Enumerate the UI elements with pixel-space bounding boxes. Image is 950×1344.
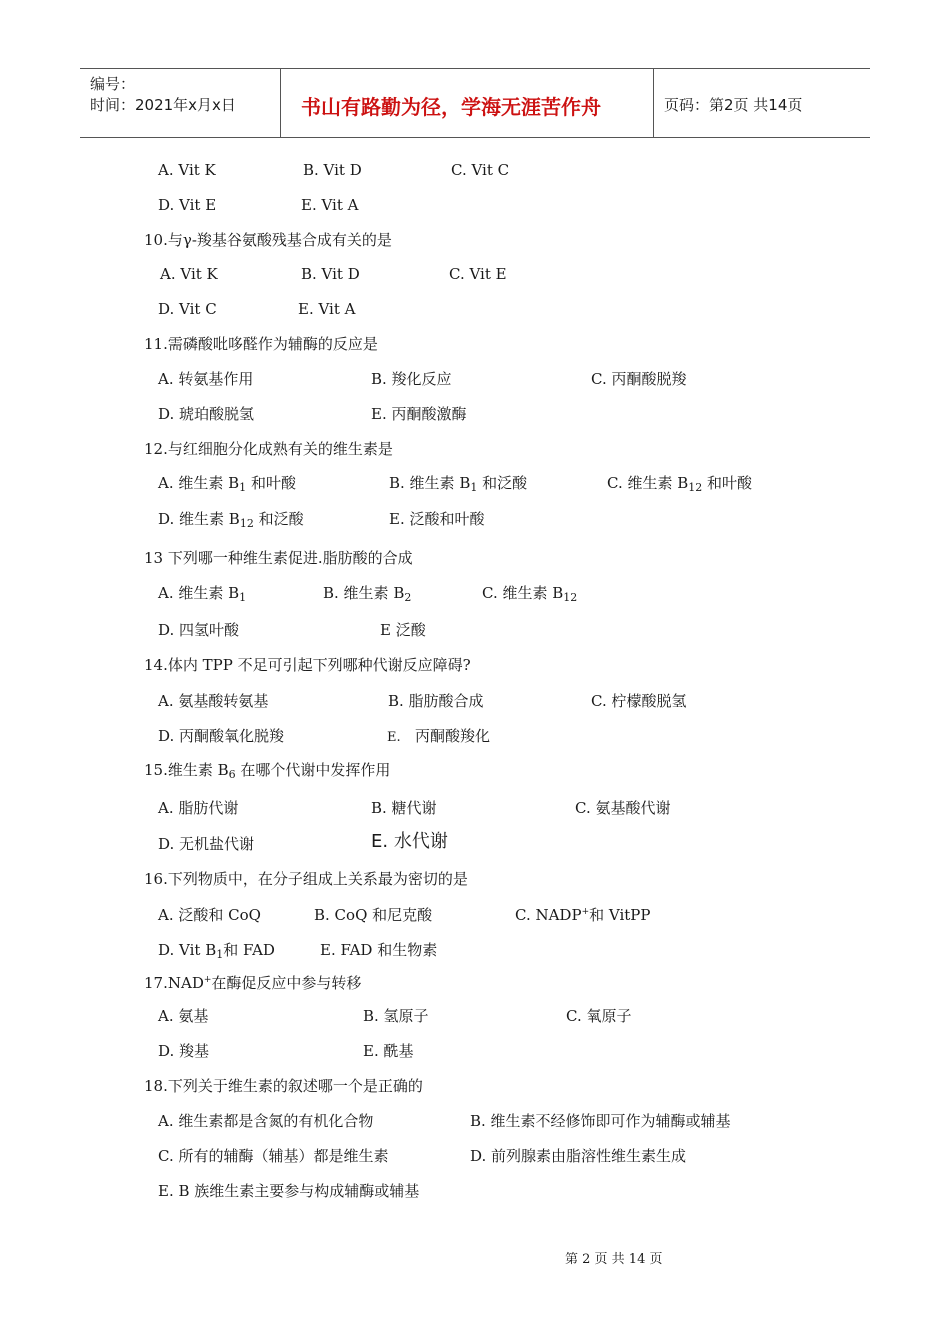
- header-info-cell: [80, 69, 281, 137]
- q10-option-c: C. Vit E: [449, 265, 507, 283]
- q12-option-d: D. 维生素 $B_{12}$ 和泛酸: [158, 510, 304, 530]
- q13-option-b: B. 维生素 $B_2$: [323, 584, 412, 604]
- q13-option-a: A. 维生素 $B_1$: [158, 584, 247, 604]
- page-footer: 第 2 页 共 14 页: [565, 1252, 663, 1267]
- q15-option-d: D. 无机盐代谢: [158, 835, 255, 853]
- q14-stem: 14.体内 TPP 不足可引起下列哪种代谢反应障碍?: [144, 656, 471, 674]
- q10-option-d: D. Vit C: [158, 300, 217, 318]
- q16-option-a: A. 泛酸和 CoQ: [158, 906, 261, 924]
- q14-option-b: B. 脂肪酸合成: [388, 692, 484, 710]
- q16-option-b: B. CoQ 和尼克酸: [314, 906, 433, 924]
- q18-option-e: E. B 族维生素主要参与构成辅酶或辅基: [158, 1182, 420, 1200]
- time-label: 时间：2021年x月x日: [90, 96, 236, 114]
- q18-option-c: C. 所有的辅酶（辅基）都是维生素: [158, 1147, 389, 1165]
- q12-option-b: B. 维生素 $B_1$ 和泛酸: [389, 474, 528, 494]
- q12-option-c: C. 维生素 $B_{12}$ 和叶酸: [607, 474, 753, 494]
- q15-option-b: B. 糖代谢: [371, 799, 437, 817]
- q12-option-a: A. 维生素 $B_1$ 和叶酸: [158, 474, 296, 494]
- q11-option-e: E. 丙酮酸激酶: [371, 405, 467, 423]
- q13-option-c: C. 维生素 $B_{12}$: [482, 584, 578, 604]
- q10-stem: 10.与γ-羧基谷氨酸残基合成有关的是: [144, 231, 392, 249]
- q18-option-b: B. 维生素不经修饰即可作为辅酶或辅基: [470, 1112, 731, 1130]
- q16-option-c: C. NADP+和 VitPP: [515, 906, 651, 924]
- q12-stem: 12.与红细胞分化成熟有关的维生素是: [144, 440, 393, 458]
- q17-option-b: B. 氢原子: [363, 1007, 429, 1025]
- q14-option-a: A. 氨基酸转氨基: [158, 692, 269, 710]
- q15-option-c: C. 氨基酸代谢: [575, 799, 671, 817]
- q14-option-e: E. 丙酮酸羧化: [387, 727, 490, 745]
- q13-option-e: E 泛酸: [380, 621, 426, 639]
- q13-option-d: D. 四氢叶酸: [158, 621, 240, 639]
- q9-option-e: E. Vit A: [301, 196, 359, 214]
- q16-option-d: D. Vit $B_1$和 FAD: [158, 941, 275, 961]
- q18-option-d: D. 前列腺素由脂溶性维生素生成: [470, 1147, 687, 1165]
- q15-option-e: E. 水代谢: [371, 831, 448, 852]
- q17-option-a: A. 氨基: [158, 1007, 209, 1025]
- q17-option-c: C. 氧原子: [566, 1007, 632, 1025]
- q11-option-a: A. 转氨基作用: [158, 370, 254, 388]
- q16-option-e: E. FAD 和生物素: [320, 941, 438, 959]
- q10-option-b: B. Vit D: [301, 265, 360, 283]
- q15-option-a: A. 脂肪代谢: [158, 799, 239, 817]
- q18-stem: 18.下列关于维生素的叙述哪一个是正确的: [144, 1077, 423, 1095]
- page-code: 页码：第2页 共14页: [664, 96, 803, 114]
- motto-text: 书山有路勤为径，学海无涯苦作舟: [301, 95, 601, 119]
- q17-option-e: E. 酰基: [363, 1042, 414, 1060]
- q14-option-c: C. 柠檬酸脱氢: [591, 692, 687, 710]
- q16-stem: 16.下列物质中，在分子组成上关系最为密切的是: [144, 870, 468, 888]
- q10-option-e: E. Vit A: [298, 300, 356, 318]
- q11-option-c: C. 丙酮酸脱羧: [591, 370, 687, 388]
- q15-stem: 15.维生素 $B_6$ 在哪个代谢中发挥作用: [144, 761, 391, 781]
- q9-option-c: C. Vit C: [451, 161, 510, 179]
- q17-option-d: D. 羧基: [158, 1042, 210, 1060]
- q9-option-d: D. Vit E: [158, 196, 217, 214]
- q10-option-a: A. Vit K: [160, 265, 218, 283]
- serial-label: 编号：: [90, 75, 136, 93]
- header-page-cell: [654, 69, 870, 137]
- q11-option-d: D. 琥珀酸脱氢: [158, 405, 255, 423]
- q13-stem: 13 下列哪一种维生素促进.脂肪酸的合成: [144, 549, 413, 567]
- q18-option-a: A. 维生素都是含氮的有机化合物: [158, 1112, 374, 1130]
- q14-option-d: D. 丙酮酸氧化脱羧: [158, 727, 285, 745]
- q9-option-b: B. Vit D: [303, 161, 362, 179]
- q17-stem: 17.NAD+在酶促反应中参与转移: [144, 974, 362, 992]
- q11-stem: 11.需磷酸吡哆醛作为辅酶的反应是: [144, 335, 378, 353]
- q9-option-a: A. Vit K: [158, 161, 216, 179]
- q12-option-e: E. 泛酸和叶酸: [389, 510, 485, 528]
- q11-option-b: B. 羧化反应: [371, 370, 452, 388]
- header-motto-cell: [281, 69, 654, 137]
- page-header: [80, 68, 870, 138]
